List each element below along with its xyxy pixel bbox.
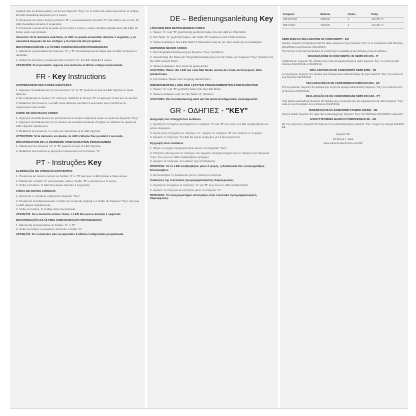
paragraph: 2. Gleichzeitig die Taste der Originalfernbedienung und die Taste von Superior "Key" drücken bis die LED schnell blinkt.	[150, 54, 274, 63]
paragraph: O(a) abaixo assinado(a) Superior Srl declara que o presente tipo de equipamento de rádio Superior "Key" está em conformidade com a Diretiva 2014/53/UE.	[282, 99, 404, 107]
title-key: Key	[259, 14, 274, 23]
table-cell: CR2032	[319, 17, 346, 23]
paragraph: 2. Πατήστε ταυτόχρονα το πλήκτρο του αρχικού τηλεχειριστηρίου και το πλήκτρο του Superior "Key" έως ότου το LED αναβοσβήσει γρήγορα.	[150, 150, 270, 159]
paragraph: ATENÇÃO: Se a memória estiver cheia, o LED fica aceso durante 1 segundo.	[16, 212, 122, 217]
paragraph: 1. Appuyez simultanément sur les boutons "A" et "B" jusqu'à ce que la LED clignote et reste allumée.	[16, 87, 134, 96]
paragraph: 3. Tasten loslassen. Die LED bleibt 3 Sekunden lang an um die Löschung zu bestätigen.	[150, 39, 263, 44]
paragraph: ΠΡΟΣΟΧΗ: Αν το LED αναβοσβήσει μόνο 2 φορές, η διαδικασία δεν ολοκληρώθηκε. Επαναλάβετε.	[150, 163, 266, 172]
paragraph: 2. Pressione simultaneamente o botão do comando original e o botão do Superior "Key" até que o LED pisque rapidamente.	[16, 198, 140, 207]
paragraph: 2. Solte os botões e pressione somente o botão "A".	[16, 227, 83, 232]
paragraph: 2. Relâchez les boutons et appuyez uniquement sur le bouton "A".	[16, 148, 101, 153]
section-heading: RÉCUPÉRATION DE LA DERNIÈRE CONFIGURATION PROGRAMMÉE	[16, 139, 112, 144]
section-heading: DICHIARAZIONE DI CONFORMITÀ UE SEMPLIFICATA - IT	[307, 55, 379, 59]
section-heading: KOPIEREN NEUER CODES	[150, 45, 188, 50]
paragraph: ATENCIÓN: Si el producto regresa a la memoria el último código memorizado.	[16, 62, 124, 67]
section-heading: Διαγραφή των υπαρχόντων κωδικών	[150, 117, 201, 122]
section-heading: WIEDERHERSTELLUNG DER LETZTEN PROGRAMMIERTEN KONFIGURATION	[150, 82, 258, 87]
section-heading: SUPPRESSION DES CODES EXISTANTS	[16, 83, 72, 88]
section-title-pt	[36, 159, 140, 168]
table-header: Temp.	[370, 12, 404, 17]
column-left	[16, 10, 140, 404]
table-cell: 433,92 MHz	[282, 17, 319, 23]
paragraph: 1. Φέρτε το αρχικό τηλεχειριστήριο κοντά στο Superior "Key".	[150, 145, 228, 150]
table-header: Codes	[347, 12, 370, 17]
paragraph: 3. Αφήστε τα πλήκτρα. Το LED θα μείνει αναμμένο για 3 δευτερόλεπτα.	[150, 135, 241, 140]
paragraph: The full text of the EU declaration of conformity is available at the following internet address.	[282, 49, 388, 53]
footer-line: Superior Srl	[336, 133, 350, 137]
paragraph: 2. Tasten loslassen und nur die Taste "A" drücken.	[150, 92, 215, 97]
paragraph: Atención: Si la memoria está llena, el LED se queda encendido durante 1 segundo, y se cancelará después de los códigos y la memoria del programa.	[16, 34, 136, 43]
paragraph: 2. En maintenant le bouton "A" enfoncé, relâchez le bouton "B" et appuyez 3 fois sur ce dernier.	[16, 96, 139, 101]
paragraph: Il fabbricante, Superior Srl, dichiara che il tipo di apparecchiatura radio Superior "Key" è conforme alla direttiva 2014/53/UE e 2011/65/UE.	[282, 59, 399, 67]
section-title-fr	[36, 73, 140, 82]
spec-table	[282, 12, 404, 29]
table-cell: -10/+55 °C	[370, 17, 404, 23]
paragraph: 3. Solte os botões. O LED fica aceso durante 3 segundos.	[16, 183, 91, 188]
paragraph: 1. Κρατήστε πατημένα ταυτόχρονα τα πλήκτρα "A" και "B" έως ότου το LED αναβοσβήσει και μείνει αναμμένο.	[150, 121, 269, 130]
table-cell: 4	[347, 17, 370, 23]
paragraph: 4. Επαναλάβετε τη διαδικασία για τα υπόλοιπα πλήκτρα.	[150, 172, 222, 177]
section-heading: RECUPERAÇÃO DA ÚLTIMA CONFIGURAÇÃO PROGRAMADA	[16, 217, 102, 222]
paragraph: 2. Αφήστε τα πλήκτρα και πατήστε μόνο το πλήκτρο "A".	[150, 187, 222, 192]
column-right	[282, 10, 404, 404]
section-heading: LÖSCHEN DER BESTEHENDEN CODES	[150, 25, 205, 30]
paragraph: 3. Αφήστε τα πλήκτρα. Ο κωδικός έχει αποθηκευτεί.	[150, 159, 216, 164]
section-heading: COPIE DE NOUVEAUX CODES	[16, 110, 59, 115]
paragraph: Με την παρούσα η Superior Srl δηλώνει ότι ο ραδιοεξοπλισμός Superior "Key" πληροί την οδηγία 2014/53/ΕΕ.	[282, 122, 404, 130]
paragraph: Hereby, Superior Srl declares that the radio equipment type Superior "Key" is in compliance with Directive 2014/53/EU and Directive 2011/65/EU.	[282, 42, 404, 49]
table-header: Frequenz	[282, 12, 319, 17]
table-cell: -10/+55 °C	[370, 23, 404, 29]
paragraph: 1. Appuyez simultanément en permanence le bouton original à copier et celui de Superior "Key".	[16, 115, 140, 120]
paragraph: 1. Κρατήστε πατημένα τα πλήκτρα "A" και "B" έως ότου το LED αναβοσβήσει.	[150, 183, 249, 188]
section-heading: DECLARAÇÃO UE DE CONFORMIDADE SIMPLIFICADA - PT	[306, 95, 380, 99]
title-text: PT - Instruções	[36, 157, 89, 167]
table-cell: 868,3 MHz	[282, 23, 319, 29]
footer-link: www.superior-electronics.com/CE	[323, 142, 363, 146]
paragraph: 1. Mantener presionados los botones "A" y "B" simultáneamente hasta que el LED comience a destellar.	[16, 49, 137, 58]
section-heading: VEREINFACHTE EU-KONFORMITÄTSERKLÄRUNG - DE	[308, 108, 378, 112]
table-cell: 4	[347, 23, 370, 29]
title-text: Instructions	[65, 71, 106, 81]
paragraph: 1. Pressione ao mesmo tempo os botões "A" e "B" até que o LED pisque e fique aceso.	[16, 174, 128, 179]
paragraph: ΠΡΟΣΟΧΗ: Το τηλεχειριστήριο επιστρέφει στην τελευταία προγραμματισμένη διαμόρφωση.	[150, 192, 257, 201]
paragraph: Le soussigné, Superior Srl, déclare que l'équipement radioélectrique du type Superior "Key" est conforme à la directive 2014/53/UE.	[282, 72, 403, 80]
paragraph: Por la presente, Superior Srl declara que el tipo de equipo radioeléctrico Superior "Key" es conforme con la Directiva 2014/53/UE.	[282, 86, 403, 93]
section-title-gr	[170, 107, 274, 116]
section-title-de	[170, 15, 274, 24]
paragraph: 1. Aproxime o comando original do Superior "Key".	[16, 194, 81, 199]
section-heading: CÓPIA DE NOVOS CÓDIGOS	[16, 189, 56, 194]
instruction-sheet	[10, 5, 408, 409]
paragraph: 2. Appuyez simultanément sur le bouton de la télécommande d'origine et relâchez-le quand la LED clignote rapidement.	[16, 120, 136, 129]
paragraph: 6. Presionar nuevamente la tecla con la tecla 2 veces y soltar cambiar rápidamente del LED. El botón está memorizado.	[16, 26, 138, 35]
paragraph: 3. Relâchez les boutons. Le code est mémorisé et la LED clignote.	[16, 128, 102, 133]
intro-block	[16, 10, 140, 44]
paragraph: 1. Tasten "A" und "B" gedrückt halten bis die LED blinkt.	[150, 87, 222, 92]
section-heading: SIMPLIFIED EU DECLARATION OF CONFORMITY - EN	[282, 37, 349, 41]
paragraph: 3. Solte os botões. O código está memorizado.	[16, 207, 77, 212]
title-text: FR -	[36, 71, 53, 81]
table-header: Batterie	[319, 12, 346, 17]
section-heading: DECLARACIÓN UE DE CONFORMIDAD SIMPLIFICADA - ES	[306, 81, 380, 85]
footer-line: Via Roma 1, Italia	[332, 137, 354, 141]
section-heading: Ανάκτηση της τελευταίας προγραμματισμένης διαμόρφωσης	[150, 178, 234, 183]
title-text: GR - ΟΔΗΓΙΕΣ -	[170, 105, 226, 115]
paragraph: 2. Κρατώντας πατημένο το πλήκτρο "A", αφήστε το πλήκτρο "B" και πατήστε το 3 φορές.	[150, 130, 263, 135]
paragraph: ACHTUNG: Die Fernbedienung wird auf die letzte Konfiguration zurückgesetzt.	[150, 96, 259, 101]
title-key: Key	[88, 157, 102, 167]
paragraph: 2. Mantendo o botão "A" pressionado, solte o botão "B" e pressione-o 3 vezes.	[16, 178, 117, 183]
section-heading: ELIMINAÇÃO DE CÓDIGOS EXISTENTES	[16, 169, 73, 174]
paragraph: ACHTUNG: Wenn der LED nur zwei Mal blinkt, wurde der Code nicht kopiert; bitte wiederholen.	[150, 68, 262, 77]
paragraph: original que se desea quitar y el de los Superior "Key" en el índice de cada memorizar el código. El LED destellará despacio por 2 veces.	[16, 10, 140, 17]
column-middle	[150, 10, 274, 404]
paragraph: 5. Presionar al mismo tiempo el botón "B" y sucesivamente el botón "D" del mismo de un tiro. El LED destellará durante 3 segundos.	[16, 17, 139, 26]
paragraph: ATENÇÃO: Os comandos são recuperados à última configuração programada.	[16, 232, 124, 237]
column-divider	[278, 6, 280, 408]
paragraph: 1. Tasten "A" und "B" gleichzeitig gedrückt halten bis die LED ein Mal blinkt.	[150, 30, 247, 35]
paragraph: 1. Mantenha pressionados os botões "A" e "B".	[16, 222, 77, 227]
paragraph: 3. Relâchez les boutons. La LED reste allumée pendant 3 secondes pour confirmer la suppression des codes.	[16, 101, 126, 109]
title-key: "KEY"	[225, 105, 248, 115]
paragraph: 3. Tasten loslassen. Der Code ist gespeichert.	[150, 63, 209, 68]
paragraph: 2. Soltar los botones y presionar sólo el botón "A". El LED destella 3 veces.	[16, 57, 113, 62]
paragraph: 1. Die Originalfernbedienung an Superior "Key" annähern.	[150, 50, 225, 55]
paragraph: 2. Die Taste "A" gedrückt halten, die Taste "B" loslassen und 3 Mal drücken.	[150, 34, 247, 39]
title-text: DE – Bedienungsanleitung	[170, 14, 260, 23]
paragraph: Hiermit erklärt Superior Srl, dass der Funkanlagentyp Superior "Key" der Richtlinie 2014/53/EU entspricht.	[282, 112, 404, 116]
column-divider	[145, 6, 147, 408]
table-row	[282, 23, 404, 29]
section-heading: Εγγραφή νέων κωδικών	[150, 141, 184, 146]
section-heading: ΑΠΛΟΥΣΤΕΥΜΕΝΗ ΔΗΛΩΣΗ ΣΥΜΜΟΡΦΩΣΗΣ ΕΕ - GR	[309, 118, 377, 122]
section-heading: DÉCLARATION UE DE CONFORMITÉ SIMPLIFIÉE - FR	[309, 68, 377, 72]
paragraph: 1. Maintenez les boutons "A" et "B" jusqu'à ce que la LED clignote.	[16, 144, 102, 149]
table-cell: CR2032	[319, 23, 346, 29]
section-heading: RECUPERACIÓN DE LA ÚLTIMA CONFIGURACIÓN PROGRAMADA	[16, 44, 108, 49]
paragraph: 4. Für weitere Tasten den Vorgang wiederholen.	[150, 76, 212, 81]
paragraph: ATTENTION: Si la mémoire est pleine, la LED s'allume fixe pendant 1 seconde.	[16, 133, 124, 138]
title-key: Key	[52, 71, 66, 81]
